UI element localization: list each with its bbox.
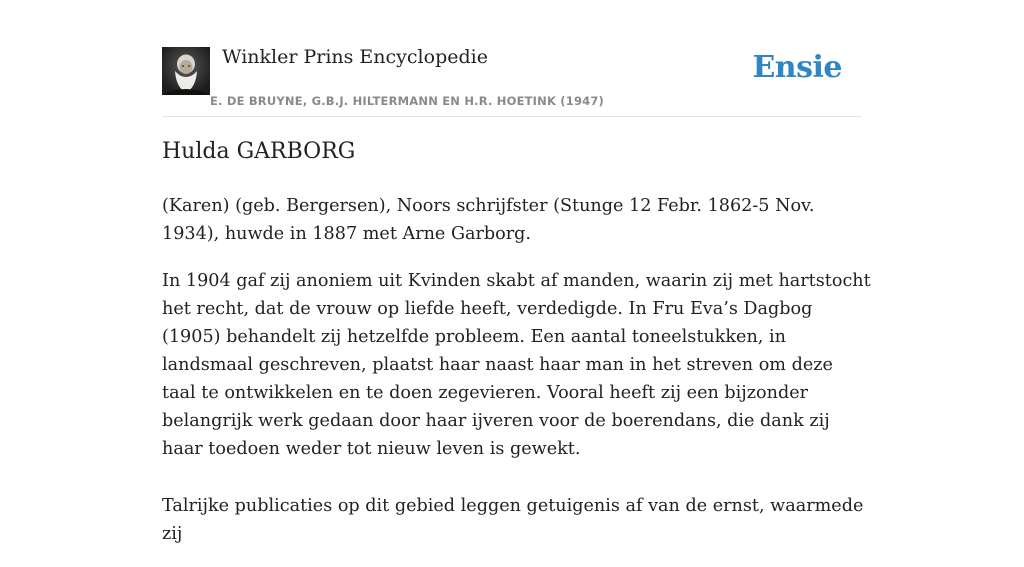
article-paragraph: In 1904 gaf zij anoniem uit Kvinden skabt af manden, waarin zij met hartstocht het recht, dat de vrouw op liefde heeft, verdedigde. In Fru Eva’s Dagbog (1905) behandelt zij hetzelfde probleem. Een aantal toneelstukken, in landsmaal geschreven, plaatst haar naast haar man in het streven om deze taal te ontwikkelen en te doen zegevieren. Vooral heeft zij een bijzonder belangrijk werk gedaan door haar ijveren voor de boerendans, die dank zij haar toedoen weder tot nieuw leven is gewekt. <box>162 271 871 459</box>
ensie-logo-link[interactable]: Ensie <box>752 50 842 85</box>
article-paragraph: (Karen) (geb. Bergersen), Noors schrijfster (Stunge 12 Febr. 1862-5 Nov. 1934), huwde in 1887 met Arne Garborg. <box>162 196 815 244</box>
article-paragraph: Talrijke publicaties op dit gebied leggen getuigenis af van de ernst, waarmede zij <box>162 496 864 544</box>
author-portrait-icon <box>162 47 210 95</box>
publication-authors: E. DE BRUYNE, G.B.J. HILTERMANN EN H.R. HOETINK (1947) <box>210 94 605 108</box>
article-title: Hulda GARBORG <box>162 139 356 164</box>
author-avatar[interactable] <box>162 47 210 95</box>
publication-title[interactable]: Winkler Prins Encyclopedie <box>222 46 488 68</box>
article-body <box>162 192 872 567</box>
header <box>162 40 862 117</box>
